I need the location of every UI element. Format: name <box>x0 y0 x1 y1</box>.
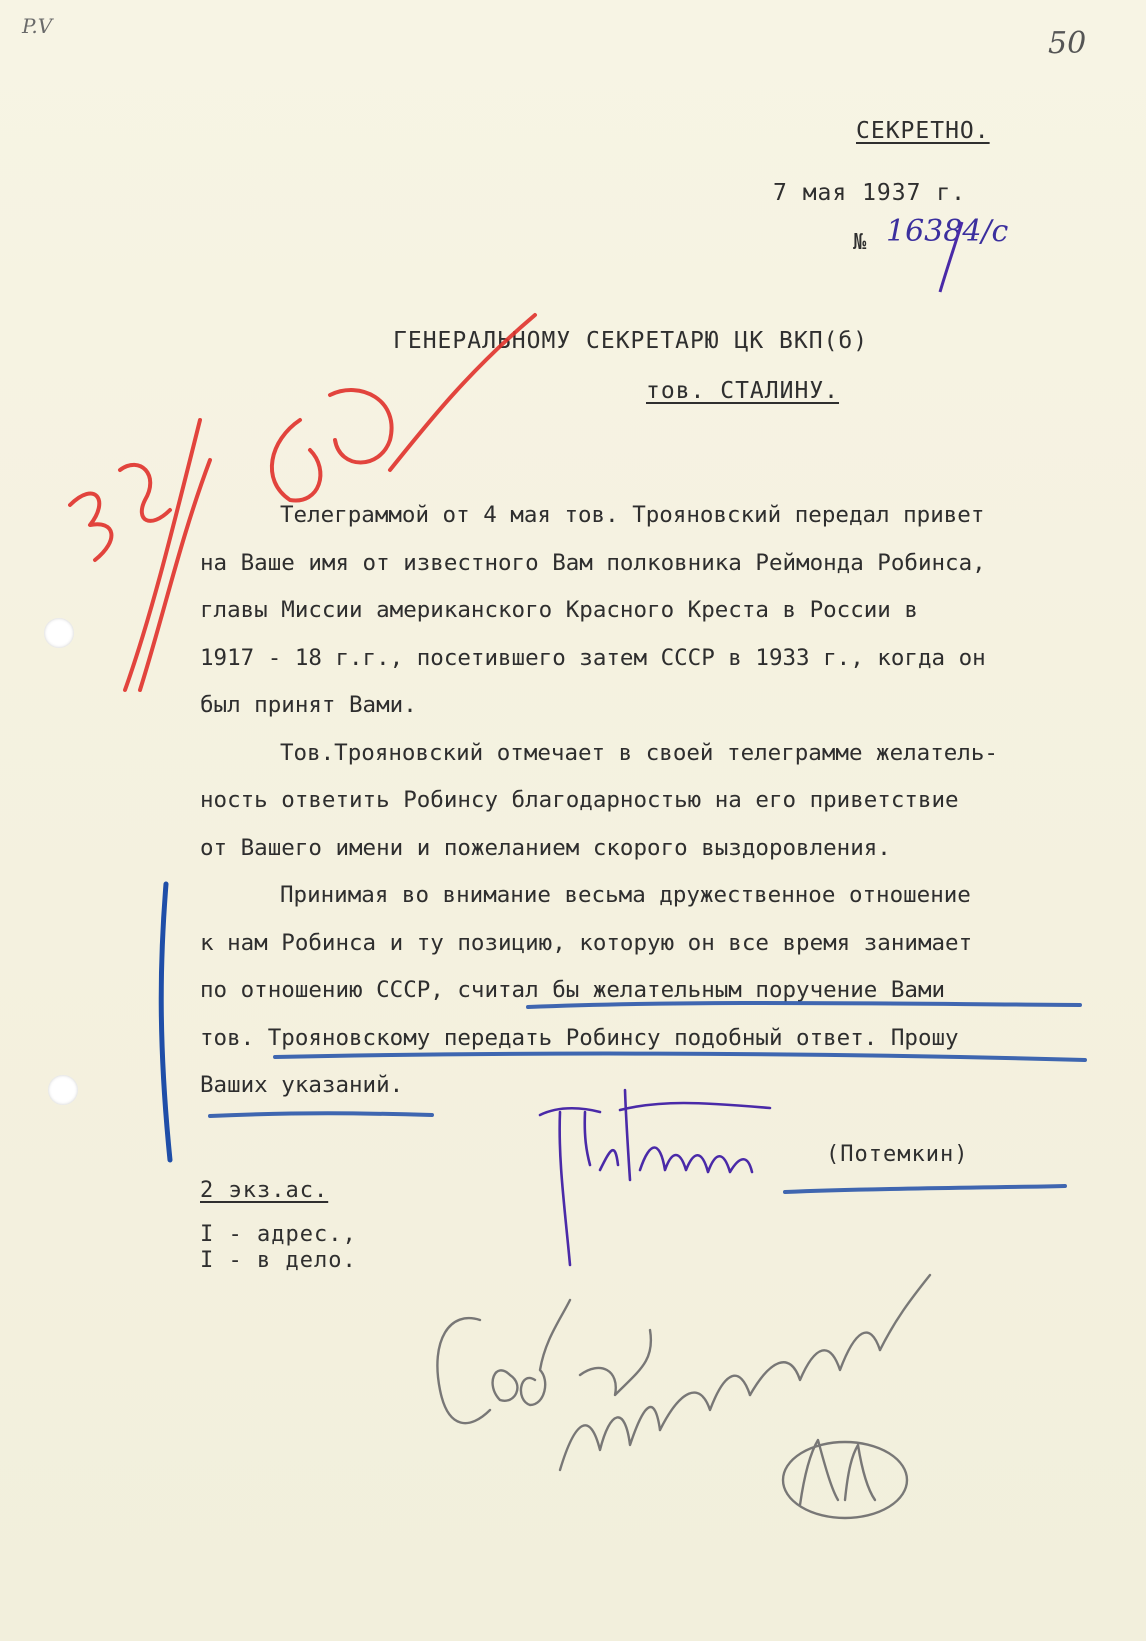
addressee-name: тов. СТАЛИНУ. <box>646 378 840 404</box>
copies-header: 2 экз.ас. <box>200 1178 329 1203</box>
body-line: Ваших указаний. <box>200 1072 404 1098</box>
registration-prefix: № <box>853 230 868 255</box>
classification-stamp: СЕКРЕТНО. <box>856 118 990 144</box>
body-line: главы Миссии американского Красного Креста в России в <box>200 597 918 623</box>
document-date: 7 мая 1937 г. <box>773 180 967 206</box>
signatory-name: (Потемкин) <box>826 1142 969 1167</box>
body-line: к нам Робинса и ту позицию, которую он все время занимает <box>200 929 973 956</box>
body-line: Тов.Трояновский отмечает в своей телеграмме желатель- <box>280 739 998 766</box>
red-annotation-mark <box>70 315 535 690</box>
page-number: 50 <box>1048 26 1087 61</box>
body-line: на Ваше имя от известного Вам полковника Реймонда Робинса, <box>200 549 986 576</box>
body-line: 1917 - 18 г.г., посетившего затем СССР в 1933 г., когда он <box>200 644 986 671</box>
body-line: тов. Трояновскому передать Робинсу подобный ответ. Прошу <box>200 1024 959 1051</box>
blue-margin-bracket <box>161 884 170 1160</box>
body-line: по отношению СССР, считал бы желательным поручение Вами <box>200 977 946 1003</box>
addressee-title: ГЕНЕРАЛЬНОМУ СЕКРЕТАРЮ ЦК ВКП(б) <box>393 328 869 354</box>
registration-number: 16384/с <box>886 214 1009 249</box>
signature-mark <box>540 1090 770 1265</box>
body-line: от Вашего имени и пожеланием скорого выздоровления. <box>200 834 891 861</box>
copies-line-1: I - адрес., <box>200 1222 357 1247</box>
blue-underlines <box>210 1003 1085 1192</box>
pencil-resolution <box>437 1275 930 1518</box>
body-line: Принимая во внимание весьма дружественное отношение <box>280 882 971 908</box>
copies-line-2: I - в дело. <box>200 1248 357 1273</box>
registration-slash <box>940 222 962 292</box>
body-line: ность ответить Робинсу благодарностью на его приветствие <box>200 787 959 813</box>
body-line: был принят Вами. <box>200 692 417 718</box>
corner-mark: P.V <box>22 14 53 38</box>
body-line: Телеграммой от 4 мая тов. Трояновский передал привет <box>280 502 985 528</box>
